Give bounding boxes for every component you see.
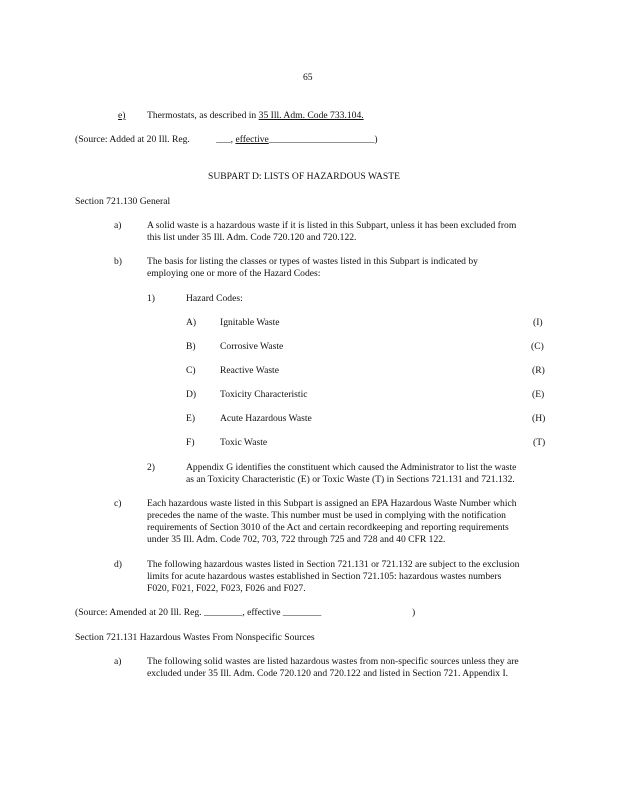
subparagraph-2-line-2: as an Toxicity Characteristic (E) or Toxic Waste (T) in Sections 721.131 and 721.132. [186, 474, 515, 485]
hazard-code-name: Acute Hazardous Waste [220, 413, 312, 424]
section-131-heading: Section 721.131 Hazardous Wastes From Nonspecific Sources [75, 632, 315, 643]
hazard-code-marker: E) [186, 413, 196, 424]
paragraph-a-marker: a) [114, 220, 122, 231]
subparagraph-1-marker: 1) [147, 293, 155, 304]
source-note-added [75, 134, 378, 146]
hazard-code-symbol: (R) [532, 365, 545, 376]
section-131-paragraph-a-line-2: excluded under 35 Ill. Adm. Code 720.120 and 720.122 and listed in Section 721. Appendix I. [147, 668, 509, 679]
paragraph-d-line-2: limits for acute hazardous wastes established in Section 721.105: hazardous wastes numbers [147, 571, 502, 582]
subparagraph-2-line-1: Appendix G identifies the constituent which caused the Administrator to list the waste [186, 462, 517, 473]
item-e-text [147, 110, 364, 122]
source-note-amended: (Source: Amended at 20 Ill. Reg. ________, effective ________ [75, 607, 322, 618]
effective-date-blank: ______________________ [268, 134, 375, 145]
paragraph-b-line-1: The basis for listing the classes or types of wastes listed in this Subpart is indicated by [147, 256, 478, 267]
paragraph-b-line-2: employing one or more of the Hazard Codes: [147, 268, 321, 279]
paragraph-a-line-2: this list under 35 Ill. Adm. Code 720.120 and 720.122. [147, 232, 357, 243]
hazard-code-marker: D) [186, 389, 197, 400]
item-e-code-reference: 35 Ill. Adm. Code 733.104. [258, 110, 364, 121]
hazard-code-name: Ignitable Waste [220, 317, 280, 328]
paragraph-a-line-1: A solid waste is a hazardous waste if it is listed in this Subpart, unless it has been excluded from [147, 220, 517, 231]
paragraph-c-marker: c) [114, 498, 122, 509]
paragraph-c-line-1: Each hazardous waste listed in this Subpart is assigned an EPA Hazardous Waste Number which [147, 498, 517, 509]
hazard-code-symbol: (H) [532, 413, 546, 424]
hazard-code-name: Reactive Waste [220, 365, 279, 376]
hazard-code-marker: C) [186, 365, 196, 376]
effective-label: effective [235, 134, 269, 145]
paragraph-c-line-3: requirements of Section 3010 of the Act and certain recordkeeping and reporting requirements [147, 522, 509, 533]
source-note-amended-close: ) [412, 607, 416, 618]
hazard-code-symbol: (I) [533, 317, 543, 328]
subparagraph-2-marker: 2) [147, 462, 155, 473]
hazard-code-marker: F) [186, 437, 195, 448]
hazard-code-name: Toxicity Characteristic [220, 389, 308, 400]
paragraph-d-line-1: The following hazardous wastes listed in Section 721.131 or 721.132 are subject to the exclusion [147, 559, 520, 570]
page-number: 65 [303, 72, 313, 83]
section-131-paragraph-a-marker: a) [114, 656, 122, 667]
source-note-prefix: (Source: Added at 20 Ill. Reg. [75, 134, 190, 145]
hazard-codes-label: Hazard Codes: [186, 293, 243, 304]
hazard-code-name: Toxic Waste [220, 437, 268, 448]
paragraph-d-marker: d) [114, 559, 122, 570]
paragraph-c-line-4: under 35 Ill. Adm. Code 702, 703, 722 through 725 and 728 and 40 CFR 122. [147, 534, 446, 545]
item-e-text-prefix: Thermostats, as described in [147, 110, 259, 121]
source-separator: , [230, 134, 236, 145]
hazard-code-marker: B) [186, 341, 196, 352]
hazard-code-marker: A) [186, 317, 197, 328]
register-volume-blank: ___ [216, 134, 231, 145]
paragraph-b-marker: b) [114, 256, 122, 267]
subpart-title: SUBPART D: LISTS OF HAZARDOUS WASTE [208, 171, 400, 182]
section-130-heading: Section 721.130 General [75, 196, 171, 207]
hazard-code-symbol: (E) [532, 389, 545, 400]
hazard-code-name: Corrosive Waste [220, 341, 284, 352]
paragraph-c-line-2: precedes the name of the waste. This number must be used in complying with the notification [147, 510, 506, 521]
item-e-marker: e) [118, 110, 126, 121]
source-close-paren: ) [374, 134, 378, 145]
hazard-code-symbol: (T) [533, 437, 546, 448]
hazard-code-symbol: (C) [531, 341, 544, 352]
section-131-paragraph-a-line-1: The following solid wastes are listed hazardous wastes from non-specific sources unless they are [147, 656, 519, 667]
paragraph-d-line-3: F020, F021, F022, F023, F026 and F027. [147, 583, 306, 594]
